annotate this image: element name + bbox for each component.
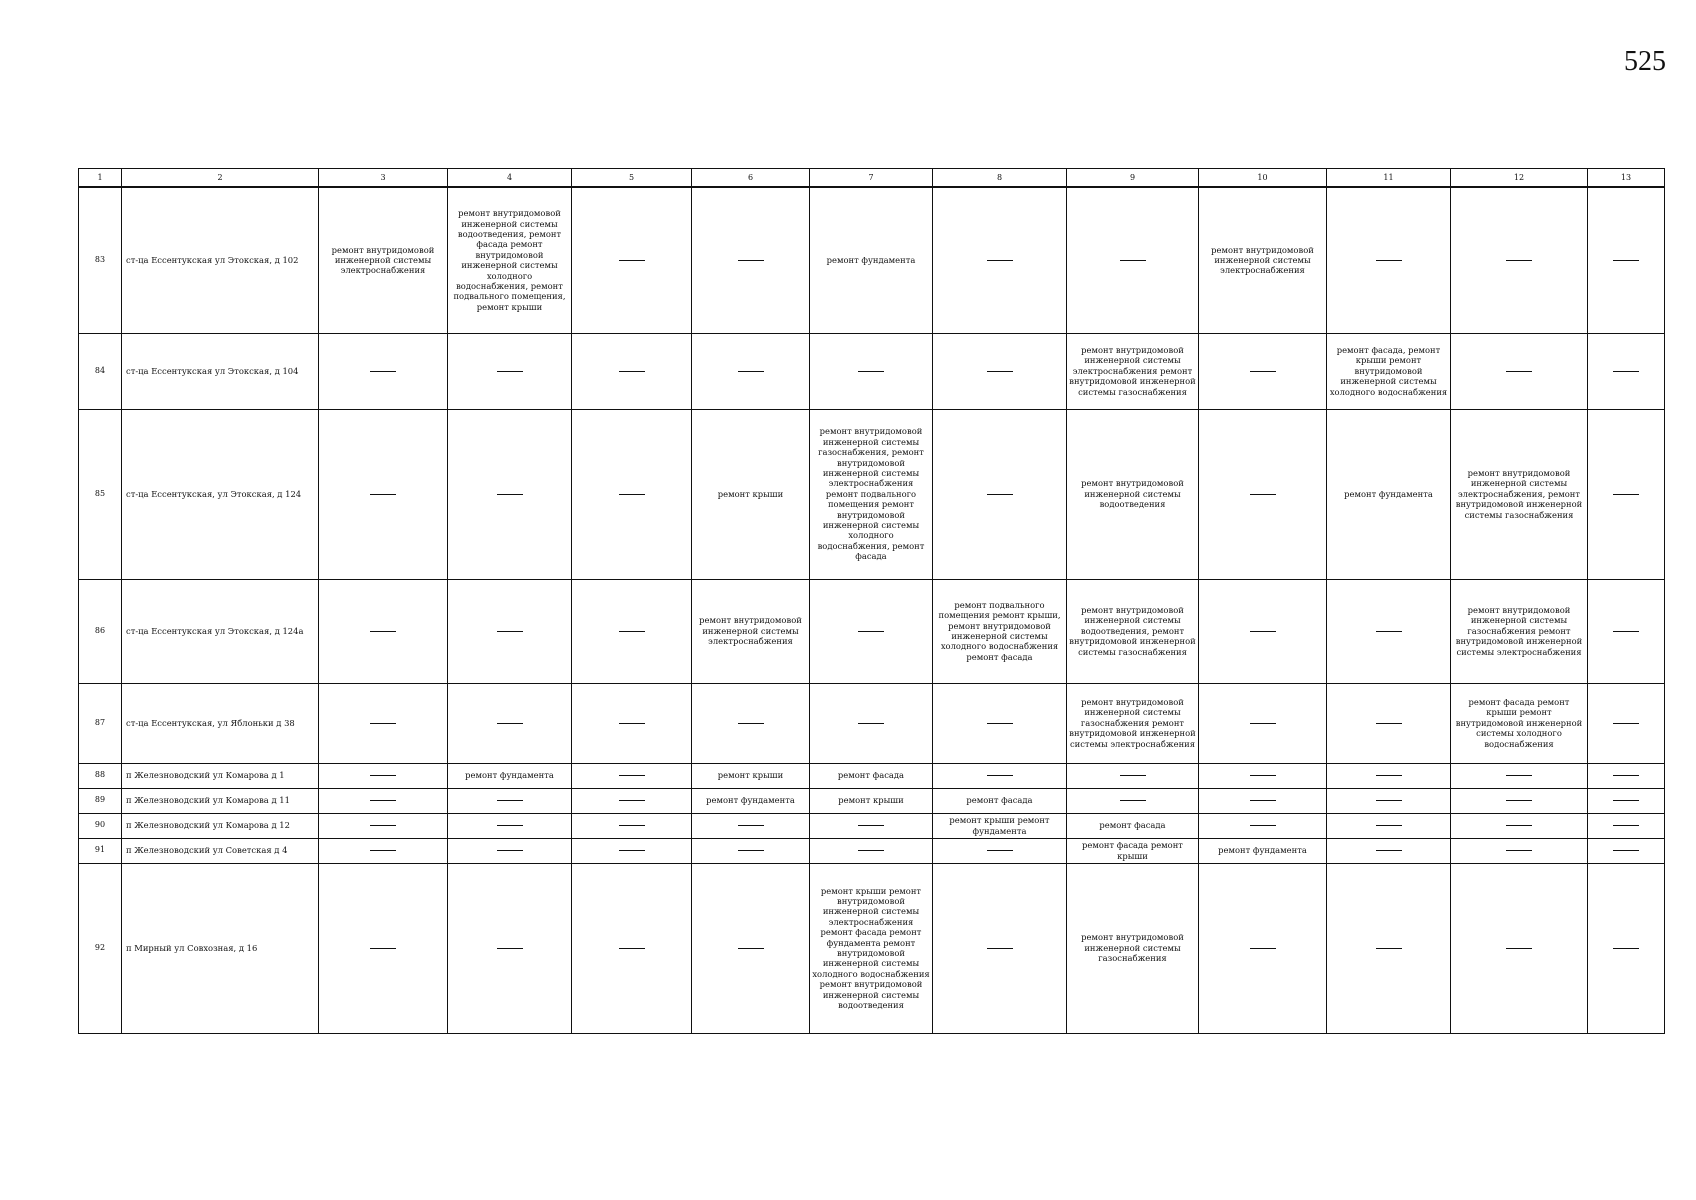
dash-mark bbox=[858, 723, 884, 724]
empty-cell bbox=[1588, 187, 1665, 333]
dash-mark bbox=[619, 723, 645, 724]
empty-cell bbox=[319, 763, 448, 788]
dash-mark bbox=[738, 371, 764, 372]
empty-cell bbox=[1327, 863, 1451, 1033]
empty-cell bbox=[1588, 763, 1665, 788]
dash-mark bbox=[619, 948, 645, 949]
row-number: 86 bbox=[79, 579, 122, 683]
dash-mark bbox=[1250, 723, 1276, 724]
empty-cell bbox=[1067, 788, 1199, 813]
empty-cell bbox=[1451, 863, 1588, 1033]
work-cell: ремонт фасада, ремонт крыши ремонт внутридомовой инженерной системы холодного водоснабжения bbox=[1327, 333, 1451, 409]
dash-mark bbox=[987, 775, 1013, 776]
column-number: 4 bbox=[448, 169, 572, 188]
table-row bbox=[79, 863, 1665, 1033]
address-cell: п Железноводский ул Комарова д 12 bbox=[122, 813, 319, 838]
column-number: 9 bbox=[1067, 169, 1199, 188]
column-number: 1 bbox=[79, 169, 122, 188]
repair-schedule-table bbox=[78, 168, 1665, 1034]
dash-mark bbox=[1376, 631, 1402, 632]
dash-mark bbox=[619, 800, 645, 801]
work-cell: ремонт крыши ремонт внутридомовой инженерной системы электроснабжения ремонт фасада ремонт фундамента ремонт внутридомовой инженерной системы холодного водоснабжения ремонт внутридомовой инженерной системы водоотведения bbox=[810, 863, 933, 1033]
empty-cell bbox=[1327, 187, 1451, 333]
address-cell: ст-ца Ессентукская ул Этокская, д 102 bbox=[122, 187, 319, 333]
dash-mark bbox=[370, 775, 396, 776]
empty-cell bbox=[319, 838, 448, 863]
dash-mark bbox=[1250, 825, 1276, 826]
work-cell: ремонт крыши bbox=[692, 763, 810, 788]
dash-mark bbox=[738, 825, 764, 826]
dash-mark bbox=[619, 825, 645, 826]
address-cell: ст-ца Ессентукская, ул Этокская, д 124 bbox=[122, 409, 319, 579]
work-cell: ремонт фундамента bbox=[1327, 409, 1451, 579]
page-number: 525 bbox=[1624, 46, 1666, 77]
empty-cell bbox=[1199, 683, 1327, 763]
dash-mark bbox=[858, 631, 884, 632]
dash-mark bbox=[1250, 948, 1276, 949]
dash-mark bbox=[497, 494, 523, 495]
empty-cell bbox=[572, 187, 692, 333]
empty-cell bbox=[319, 788, 448, 813]
work-cell: ремонт фундамента bbox=[692, 788, 810, 813]
empty-cell bbox=[933, 838, 1067, 863]
dash-mark bbox=[1376, 825, 1402, 826]
table-row bbox=[79, 333, 1665, 409]
empty-cell bbox=[1327, 838, 1451, 863]
dash-mark bbox=[1376, 260, 1402, 261]
empty-cell bbox=[692, 333, 810, 409]
work-cell: ремонт внутридомовой инженерной системы газоснабжения ремонт внутридомовой инженерной системы электроснабжения bbox=[1067, 683, 1199, 763]
dash-mark bbox=[858, 371, 884, 372]
row-number: 90 bbox=[79, 813, 122, 838]
empty-cell bbox=[572, 683, 692, 763]
dash-mark bbox=[987, 723, 1013, 724]
dash-mark bbox=[738, 723, 764, 724]
dash-mark bbox=[1506, 948, 1532, 949]
dash-mark bbox=[497, 825, 523, 826]
table-row bbox=[79, 763, 1665, 788]
dash-mark bbox=[1120, 800, 1146, 801]
dash-mark bbox=[370, 371, 396, 372]
empty-cell bbox=[1327, 763, 1451, 788]
row-number: 87 bbox=[79, 683, 122, 763]
dash-mark bbox=[1506, 260, 1532, 261]
empty-cell bbox=[1451, 788, 1588, 813]
dash-mark bbox=[987, 371, 1013, 372]
empty-cell bbox=[448, 333, 572, 409]
empty-cell bbox=[1451, 333, 1588, 409]
table-row bbox=[79, 187, 1665, 333]
table-row bbox=[79, 579, 1665, 683]
work-cell: ремонт фундамента bbox=[448, 763, 572, 788]
column-number: 13 bbox=[1588, 169, 1665, 188]
work-cell: ремонт фасада bbox=[810, 763, 933, 788]
empty-cell bbox=[448, 813, 572, 838]
work-cell: ремонт внутридомовой инженерной системы водоотведения, ремонт внутридомовой инженерной системы газоснабжения bbox=[1067, 579, 1199, 683]
row-number: 88 bbox=[79, 763, 122, 788]
dash-mark bbox=[1613, 948, 1639, 949]
work-cell: ремонт внутридомовой инженерной системы газоснабжения bbox=[1067, 863, 1199, 1033]
empty-cell bbox=[933, 333, 1067, 409]
empty-cell bbox=[319, 863, 448, 1033]
table-row bbox=[79, 683, 1665, 763]
empty-cell bbox=[572, 409, 692, 579]
empty-cell bbox=[1588, 813, 1665, 838]
dash-mark bbox=[619, 775, 645, 776]
dash-mark bbox=[370, 494, 396, 495]
empty-cell bbox=[692, 683, 810, 763]
dash-mark bbox=[1613, 723, 1639, 724]
empty-cell bbox=[933, 187, 1067, 333]
dash-mark bbox=[1613, 825, 1639, 826]
empty-cell bbox=[1588, 863, 1665, 1033]
table-row bbox=[79, 838, 1665, 863]
column-number: 11 bbox=[1327, 169, 1451, 188]
dash-mark bbox=[1120, 775, 1146, 776]
table-row bbox=[79, 813, 1665, 838]
column-number: 5 bbox=[572, 169, 692, 188]
empty-cell bbox=[933, 863, 1067, 1033]
column-number: 8 bbox=[933, 169, 1067, 188]
column-number: 10 bbox=[1199, 169, 1327, 188]
empty-cell bbox=[319, 333, 448, 409]
dash-mark bbox=[619, 850, 645, 851]
empty-cell bbox=[1451, 763, 1588, 788]
dash-mark bbox=[1376, 850, 1402, 851]
dash-mark bbox=[497, 948, 523, 949]
empty-cell bbox=[319, 813, 448, 838]
empty-cell bbox=[810, 579, 933, 683]
empty-cell bbox=[692, 187, 810, 333]
empty-cell bbox=[1588, 409, 1665, 579]
dash-mark bbox=[1250, 371, 1276, 372]
dash-mark bbox=[1250, 631, 1276, 632]
work-cell: ремонт внутридомовой инженерной системы электроснабжения, ремонт внутридомовой инженерной системы газоснабжения bbox=[1451, 409, 1588, 579]
work-cell: ремонт крыши bbox=[692, 409, 810, 579]
empty-cell bbox=[319, 409, 448, 579]
dash-mark bbox=[370, 850, 396, 851]
empty-cell bbox=[1451, 813, 1588, 838]
dash-mark bbox=[497, 850, 523, 851]
dash-mark bbox=[1506, 850, 1532, 851]
empty-cell bbox=[448, 683, 572, 763]
work-cell: ремонт фасада ремонт крыши bbox=[1067, 838, 1199, 863]
work-cell: ремонт внутридомовой инженерной системы электроснабжения bbox=[319, 187, 448, 333]
dash-mark bbox=[1613, 260, 1639, 261]
column-number: 6 bbox=[692, 169, 810, 188]
dash-mark bbox=[370, 631, 396, 632]
empty-cell bbox=[810, 333, 933, 409]
empty-cell bbox=[1199, 409, 1327, 579]
address-cell: п Железноводский ул Советская д 4 bbox=[122, 838, 319, 863]
empty-cell bbox=[1588, 579, 1665, 683]
column-number: 2 bbox=[122, 169, 319, 188]
dash-mark bbox=[1250, 775, 1276, 776]
empty-cell bbox=[448, 788, 572, 813]
dash-mark bbox=[1506, 825, 1532, 826]
dash-mark bbox=[370, 723, 396, 724]
empty-cell bbox=[1451, 838, 1588, 863]
dash-mark bbox=[987, 948, 1013, 949]
empty-cell bbox=[1327, 813, 1451, 838]
table-row bbox=[79, 788, 1665, 813]
empty-cell bbox=[1067, 187, 1199, 333]
dash-mark bbox=[1376, 800, 1402, 801]
column-number: 3 bbox=[319, 169, 448, 188]
work-cell: ремонт фасада bbox=[933, 788, 1067, 813]
address-cell: ст-ца Ессентукская ул Этокская, д 124а bbox=[122, 579, 319, 683]
empty-cell bbox=[1327, 683, 1451, 763]
work-cell: ремонт фасада bbox=[1067, 813, 1199, 838]
empty-cell bbox=[572, 579, 692, 683]
empty-cell bbox=[933, 409, 1067, 579]
dash-mark bbox=[1120, 260, 1146, 261]
empty-cell bbox=[1199, 863, 1327, 1033]
address-cell: ст-ца Ессентукская, ул Яблоньки д 38 bbox=[122, 683, 319, 763]
dash-mark bbox=[987, 850, 1013, 851]
work-cell: ремонт внутридомовой инженерной системы водоотведения, ремонт фасада ремонт внутридомовой инженерной системы холодного водоснабжения, ремонт подвального помещения, ремонт крыши bbox=[448, 187, 572, 333]
dash-mark bbox=[619, 631, 645, 632]
dash-mark bbox=[497, 800, 523, 801]
empty-cell bbox=[1588, 788, 1665, 813]
empty-cell bbox=[572, 763, 692, 788]
empty-cell bbox=[572, 813, 692, 838]
empty-cell bbox=[572, 333, 692, 409]
work-cell: ремонт внутридомовой инженерной системы электроснабжения ремонт внутридомовой инженерной системы газоснабжения bbox=[1067, 333, 1199, 409]
empty-cell bbox=[692, 813, 810, 838]
dash-mark bbox=[1613, 631, 1639, 632]
row-number: 85 bbox=[79, 409, 122, 579]
empty-cell bbox=[810, 683, 933, 763]
dash-mark bbox=[497, 631, 523, 632]
empty-cell bbox=[692, 863, 810, 1033]
empty-cell bbox=[448, 838, 572, 863]
empty-cell bbox=[1327, 788, 1451, 813]
dash-mark bbox=[1506, 775, 1532, 776]
work-cell: ремонт фундамента bbox=[1199, 838, 1327, 863]
dash-mark bbox=[738, 260, 764, 261]
dash-mark bbox=[987, 260, 1013, 261]
dash-mark bbox=[497, 371, 523, 372]
work-cell: ремонт фасада ремонт крыши ремонт внутридомовой инженерной системы холодного водоснабжения bbox=[1451, 683, 1588, 763]
dash-mark bbox=[370, 825, 396, 826]
work-cell: ремонт внутридомовой инженерной системы газоснабжения ремонт внутридомовой инженерной системы электроснабжения bbox=[1451, 579, 1588, 683]
address-cell: п Железноводский ул Комарова д 1 bbox=[122, 763, 319, 788]
empty-cell bbox=[572, 788, 692, 813]
work-cell: ремонт крыши ремонт фундамента bbox=[933, 813, 1067, 838]
dash-mark bbox=[858, 850, 884, 851]
dash-mark bbox=[1376, 723, 1402, 724]
column-number-row bbox=[79, 169, 1665, 188]
work-cell: ремонт внутридомовой инженерной системы газоснабжения, ремонт внутридомовой инженерной системы электроснабжения ремонт подвального помещения ремонт внутридомовой инженерной системы холодного водоснабжения, ремонт фасада bbox=[810, 409, 933, 579]
dash-mark bbox=[1506, 800, 1532, 801]
empty-cell bbox=[1451, 187, 1588, 333]
dash-mark bbox=[619, 494, 645, 495]
dash-mark bbox=[858, 825, 884, 826]
dash-mark bbox=[1376, 948, 1402, 949]
empty-cell bbox=[1199, 788, 1327, 813]
empty-cell bbox=[319, 579, 448, 683]
dash-mark bbox=[370, 800, 396, 801]
empty-cell bbox=[319, 683, 448, 763]
address-cell: п Мирный ул Совхозная, д 16 bbox=[122, 863, 319, 1033]
empty-cell bbox=[1327, 579, 1451, 683]
column-number: 12 bbox=[1451, 169, 1588, 188]
dash-mark bbox=[1250, 494, 1276, 495]
row-number: 91 bbox=[79, 838, 122, 863]
empty-cell bbox=[1199, 813, 1327, 838]
row-number: 92 bbox=[79, 863, 122, 1033]
work-cell: ремонт внутридомовой инженерной системы электроснабжения bbox=[1199, 187, 1327, 333]
dash-mark bbox=[619, 371, 645, 372]
work-cell: ремонт фундамента bbox=[810, 187, 933, 333]
empty-cell bbox=[1588, 683, 1665, 763]
empty-cell bbox=[1199, 333, 1327, 409]
dash-mark bbox=[1613, 800, 1639, 801]
empty-cell bbox=[810, 813, 933, 838]
empty-cell bbox=[572, 838, 692, 863]
dash-mark bbox=[738, 948, 764, 949]
empty-cell bbox=[1588, 838, 1665, 863]
address-cell: п Железноводский ул Комарова д 11 bbox=[122, 788, 319, 813]
dash-mark bbox=[619, 260, 645, 261]
address-cell: ст-ца Ессентукская ул Этокская, д 104 bbox=[122, 333, 319, 409]
dash-mark bbox=[1250, 800, 1276, 801]
empty-cell bbox=[1199, 579, 1327, 683]
empty-cell bbox=[448, 863, 572, 1033]
empty-cell bbox=[933, 763, 1067, 788]
dash-mark bbox=[1506, 371, 1532, 372]
dash-mark bbox=[1613, 850, 1639, 851]
dash-mark bbox=[1613, 371, 1639, 372]
table-row bbox=[79, 409, 1665, 579]
column-number: 7 bbox=[810, 169, 933, 188]
dash-mark bbox=[1613, 494, 1639, 495]
dash-mark bbox=[738, 850, 764, 851]
work-cell: ремонт подвального помещения ремонт крыши, ремонт внутридомовой инженерной системы холодного водоснабжения ремонт фасада bbox=[933, 579, 1067, 683]
work-cell: ремонт внутридомовой инженерной системы водоотведения bbox=[1067, 409, 1199, 579]
empty-cell bbox=[1067, 763, 1199, 788]
dash-mark bbox=[1613, 775, 1639, 776]
empty-cell bbox=[1199, 763, 1327, 788]
row-number: 89 bbox=[79, 788, 122, 813]
dash-mark bbox=[370, 948, 396, 949]
empty-cell bbox=[1588, 333, 1665, 409]
work-cell: ремонт крыши bbox=[810, 788, 933, 813]
row-number: 83 bbox=[79, 187, 122, 333]
empty-cell bbox=[572, 863, 692, 1033]
empty-cell bbox=[933, 683, 1067, 763]
work-cell: ремонт внутридомовой инженерной системы электроснабжения bbox=[692, 579, 810, 683]
empty-cell bbox=[448, 579, 572, 683]
dash-mark bbox=[1376, 775, 1402, 776]
empty-cell bbox=[448, 409, 572, 579]
empty-cell bbox=[810, 838, 933, 863]
dash-mark bbox=[987, 494, 1013, 495]
row-number: 84 bbox=[79, 333, 122, 409]
empty-cell bbox=[692, 838, 810, 863]
dash-mark bbox=[497, 723, 523, 724]
